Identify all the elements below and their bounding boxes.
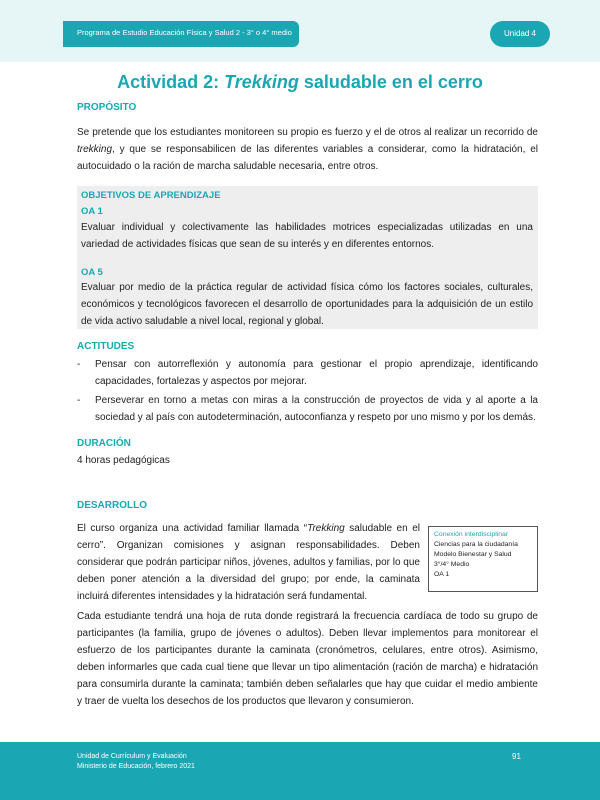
program-title: Programa de Estudio Educación Física y Salud 2 - 3° o 4° medio — [77, 28, 292, 37]
page-footer — [0, 742, 600, 800]
actitudes-list — [77, 356, 538, 428]
conexion-line: 3°/4° Medio — [434, 561, 470, 568]
objetivos-heading: OBJETIVOS DE APRENDIZAJE — [81, 190, 221, 201]
conexion-title: Conexión interdisciplinar — [434, 531, 509, 538]
list-item: - Pensar con autorreflexión y autonomía para gestionar el propio aprendizaje, identificando capacidades, fortalezas y aspectos por mejorar. — [77, 359, 538, 387]
footer-line-1: Unidad de Currículum y Evaluación — [77, 753, 187, 760]
proposito-heading: PROPÓSITO — [77, 102, 137, 113]
page-header — [0, 0, 600, 62]
actitudes-heading: ACTITUDES — [77, 341, 135, 352]
conexion-line: OA 1 — [434, 571, 450, 578]
program-banner — [63, 21, 299, 47]
proposito-text: Se pretende que los estudiantes monitoreen su propio es fuerzo y el de otros al realizar un recorrido de trekking, y que se responsabilicen de las diferentes variables a considerar, como la hidratación, el autocuidado o la ración de marcha saludable necesaria, entre otros. — [77, 127, 538, 172]
objetivos-box — [77, 186, 538, 329]
conexion-line: Ciencias para la ciudadanía — [434, 541, 518, 548]
oa5-text: Evaluar por medio de la práctica regular de actividad física cómo los factores sociales, culturales, económicos y tecnológicos favorecen el desarrollo de oportunidades para la adquisición de un estilo de vida activo saludable a nivel local, regional y global. — [81, 282, 533, 327]
conexion-interdisciplinar-box — [428, 526, 538, 592]
unit-badge: Unidad 4 — [490, 21, 550, 47]
oa1-text: Evaluar individual y colectivamente las habilidades motrices especializadas utilizadas en una variedad de actividades físicas que sean de su interés y en diferentes entornos. — [81, 222, 533, 250]
desarrollo-heading: DESARROLLO — [77, 500, 147, 511]
page-number: 91 — [512, 752, 521, 761]
conexion-line: Modelo Bienestar y Salud — [434, 551, 512, 558]
activity-title: Actividad 2: Trekking saludable en el cerro — [117, 72, 483, 92]
duracion-heading: DURACIÓN — [77, 438, 131, 449]
desarrollo-paragraph-1: El curso organiza una actividad familiar llamada “Trekking saludable en el cerro”. Organizan comisiones y asignan responsabilidades. Deben considerar que podrán participar niños, jóvenes, adultos y familias, por lo que deben poner atención a la diversidad del grupo; por ende, la caminata incluirá diferentes intensidades y la hidratación será fundamental. — [77, 523, 420, 602]
list-item: - Perseverar en torno a metas con miras a la construcción de proyectos de vida y al aporte a la sociedad y al país con autodeterminación, autoconfianza y respeto por uno mismo y por los demás. — [77, 395, 538, 423]
oa1-title: OA 1 — [81, 206, 103, 217]
duracion-text: 4 horas pedagógicas — [77, 455, 170, 466]
footer-line-2: Ministerio de Educación, febrero 2021 — [77, 763, 195, 770]
oa5-title: OA 5 — [81, 267, 103, 278]
desarrollo-paragraph-2: Cada estudiante tendrá una hoja de ruta donde registrará la frecuencia cardíaca de todo su grupo de participantes (la familia, grupo de jóvenes o adultos). Deben llevar implementos para monitorear el esfuerzo de los participantes durante la caminata (cronómetros, celulares, entre otros). Asimismo, deben informarles que cada cual tiene que llevar un tipo alimentación (ración de marcha) e hidratación para consumirla durante la caminata; también deben señalarles que hay que cuidar el medio ambiente y traer de vuelta los desechos de los productos que llevaron y consumieron. — [77, 611, 538, 707]
